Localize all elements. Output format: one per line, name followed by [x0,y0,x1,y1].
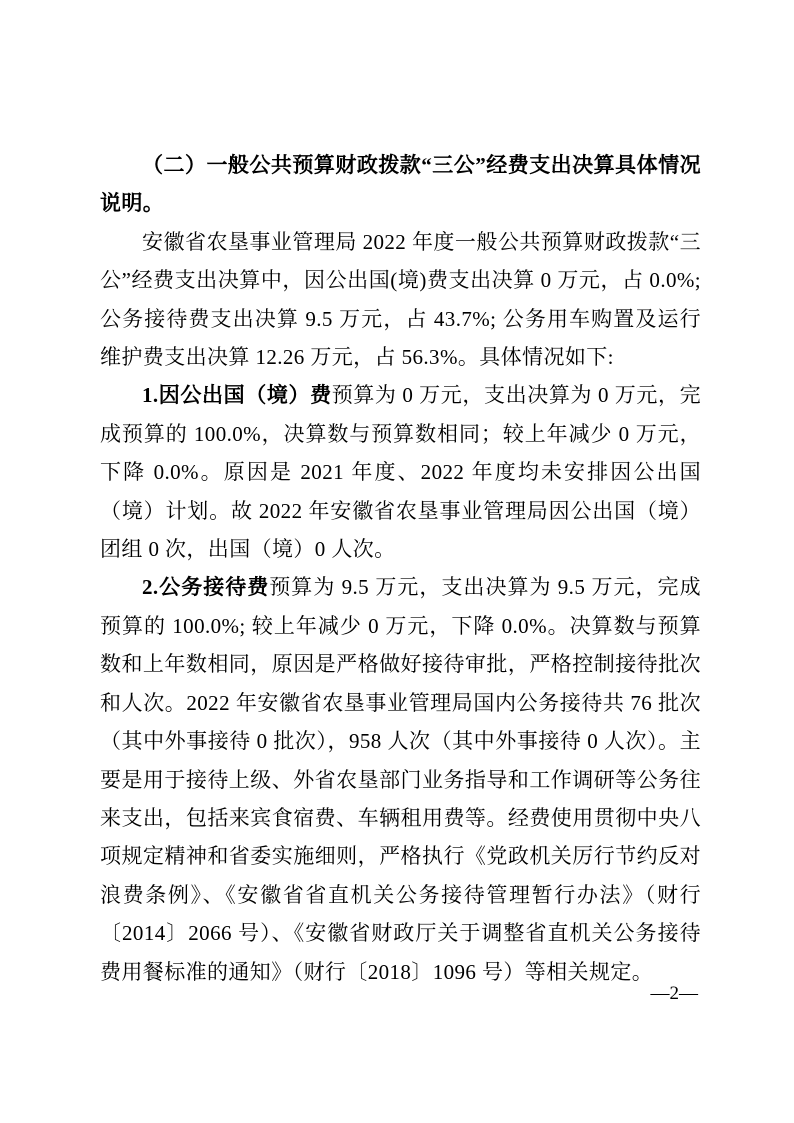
paragraph-item-2 [100,568,701,990]
paragraph-item-1 [100,376,701,568]
paragraph-text: 预算为 9.5 万元，支出决算为 9.5 万元，完成预算的 100.0%; 较上年减少 0 万元，下降 0.0%。决算数与预算数和上年数相同，原因是严格做好接待审批，严格控制接待批次和人次。2022 年安徽省农垦事业管理局国内公务接待共 76 批次（其中外事接待 0 批次），958 人次（其中外事接待 0 人次）。主要是用于接待上级、外省农垦部门业务指导和工作调研等公务往来支出，包括来宾食宿费、车辆租用费等。经费使用贯彻中央八项规定精神和省委实施细则，严格执行《党政机关厉行节约反对浪费条例》、《安徽省省直机关公务接待管理暂行办法》（财行〔2014〕2066 号）、《安徽省财政厅关于调整省直机关公务接待费用餐标准的通知》（财行〔2018〕1096 号）等相关规定。 [100,575,701,984]
paragraph-lead: 2.公务接待费 [142,575,270,600]
paragraph-overview [100,223,701,377]
paragraph-lead: 1.因公出国（境）费 [142,383,332,408]
paragraph-text: 安徽省农垦事业管理局 2022 年度一般公共预算财政拨款“三公”经费支出决算中，因公出国(境)费支出决算 0 万元，占 0.0%; 公务接待费支出决算 9.5 万元，占 43.7%; 公务用车购置及运行维护费支出决算 12.26 万元，占 56.3%。具体情况如下: [100,229,701,370]
document-body [100,146,701,991]
page-number: —2— [650,983,698,1004]
section-heading: （二）一般公共预算财政拨款“三公”经费支出决算具体情况说明。 [100,153,701,216]
paragraph-text: 预算为 0 万元，支出决算为 0 万元，完成预算的 100.0%，决算数与预算数相同；较上年减少 0 万元，下降 0.0%。原因是 2021 年度、2022 年度均未安排因公出国（境）计划。故 2022 年安徽省农垦事业管理局因公出国（境）团组 0 次，出国（境）0 人次。 [100,383,701,562]
